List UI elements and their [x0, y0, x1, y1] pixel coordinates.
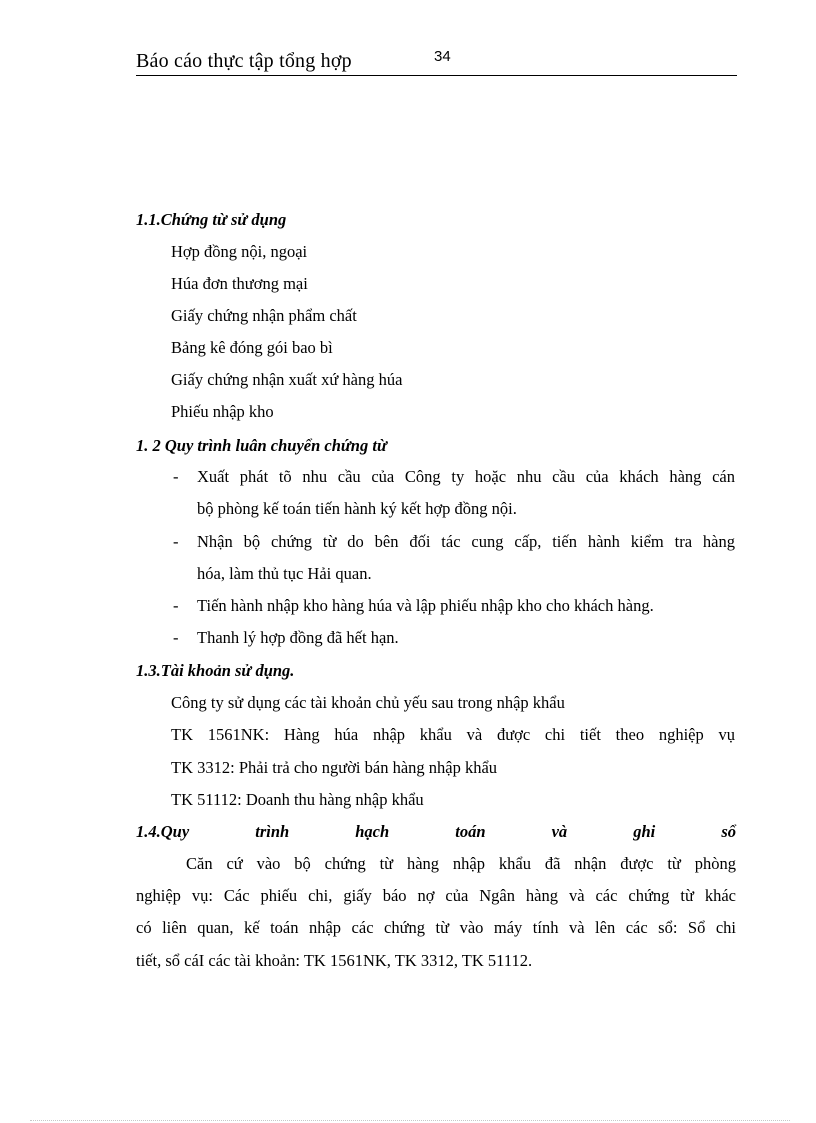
list-item: Húa đơn thương mại — [171, 274, 308, 293]
account-line: TK 51112: Doanh thu hàng nhập khẩu — [171, 790, 424, 809]
section-heading-1-1: 1.1.Chứng từ sử dụng — [136, 210, 287, 229]
page-bottom-divider — [30, 1120, 790, 1121]
bullet-text: bộ phòng kế toán tiến hành ký kết hợp đồng nội. — [197, 499, 517, 518]
list-item: Giấy chứng nhận xuất xứ hàng húa — [171, 370, 403, 389]
paragraph-line: tiết, sổ cáI các tài khoản: TK 1561NK, TK 3312, TK 51112. — [136, 951, 533, 970]
page-number: 34 — [434, 48, 451, 65]
list-item: Giấy chứng nhận phẩm chất — [171, 306, 357, 325]
paragraph-line: Căn cứ vào bộ chứng từ hàng nhập khẩu đã nhận được từ phòng — [186, 854, 736, 873]
section-heading-1-2: 1. 2 Quy trình luân chuyển chứng từ — [136, 436, 387, 455]
list-item: Phiếu nhập kho — [171, 402, 274, 421]
section-heading-1-3: 1.3.Tài khoản sử dụng. — [136, 661, 295, 680]
paragraph-line: Công ty sử dụng các tài khoản chủ yếu sau trong nhập khẩu — [171, 693, 565, 712]
bullet-dash: - — [173, 532, 179, 551]
bullet-text: Xuất phát tõ nhu cầu của Công ty hoặc nhu cầu của khách hàng cán — [197, 467, 735, 486]
account-line: TK 3312: Phải trả cho người bán hàng nhập khẩu — [171, 758, 498, 777]
account-line: TK 1561NK: Hàng húa nhập khẩu và được chi tiết theo nghiệp vụ — [171, 725, 735, 744]
bullet-text: hóa, làm thủ tục Hải quan. — [197, 564, 372, 583]
list-item: Bảng kê đóng gói bao bì — [171, 338, 333, 357]
section-heading-1-4: 1.4.Quy trình hạch toán và ghi sổ — [136, 822, 736, 841]
bullet-text: Thanh lý hợp đồng đã hết hạn. — [197, 628, 399, 647]
bullet-dash: - — [173, 628, 179, 647]
paragraph-line: nghiệp vụ: Các phiếu chi, giấy báo nợ của Ngân hàng và các chứng từ khác — [136, 886, 736, 905]
list-item: Hợp đồng nội, ngoại — [171, 242, 308, 261]
bullet-dash: - — [173, 467, 179, 486]
bullet-text: Tiến hành nhập kho hàng húa và lập phiếu nhập kho cho khách hàng. — [197, 596, 654, 615]
document-title: Báo cáo thực tập tổng hợp — [136, 50, 352, 72]
paragraph-line: có liên quan, kế toán nhập các chứng từ vào máy tính và lên các sổ: Sổ chi — [136, 918, 736, 937]
bullet-text: Nhận bộ chứng từ do bên đối tác cung cấp, tiến hành kiểm tra hàng — [197, 532, 735, 551]
bullet-dash: - — [173, 596, 179, 615]
header-rule — [136, 75, 737, 76]
